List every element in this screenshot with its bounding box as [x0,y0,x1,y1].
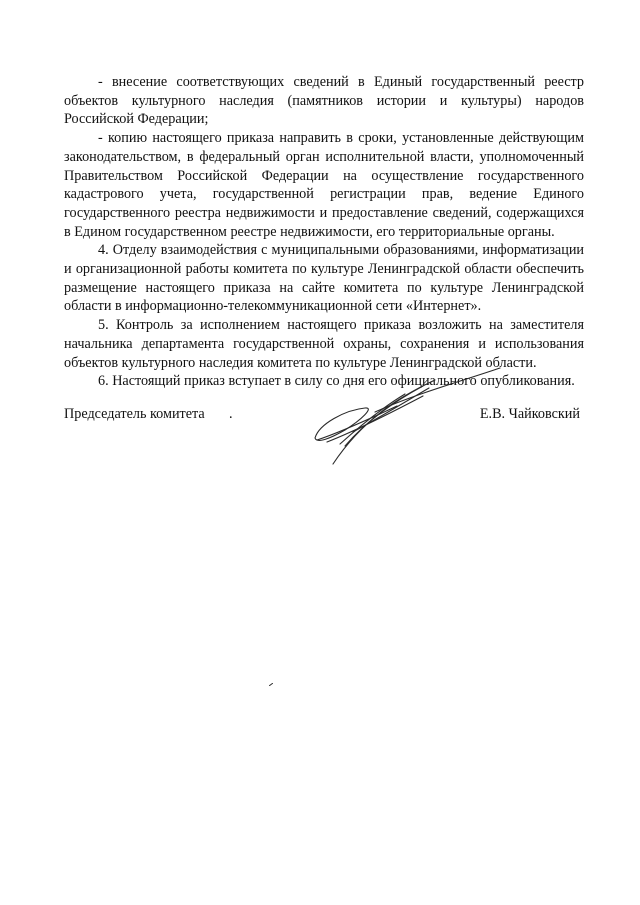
document-body [64,73,584,391]
scan-speck [269,683,273,686]
signatory-title: Председатель комитета [64,406,205,422]
signature-dot: . [229,406,233,422]
handwritten-signature [305,360,505,470]
paragraph-item-5: 5. Контроль за исполнением настоящего приказа возложить на заместителя начальника департамента государственной охраны, сохранения и использования объектов культурного наследия комитета по культуре Ленинградской области. [64,317,584,371]
paragraph-registry-entry: - внесение соответствующих сведений в Единый государственный реестр объектов культурного наследия (памятников истории и культуры) народов Российской Федерации; [64,74,584,128]
paragraph-item-6: 6. Настоящий приказ вступает в силу со дня его официального опубликования. [98,373,575,390]
paragraph-copy-direction: - копию настоящего приказа направить в сроки, установленные действующим законодательством, в федеральный орган исполнительной власти, уполномоченный Правительством Российской Федерации на осуществление государственного кадастрового учета, государственной регистрации прав, ведение Единого государственного реестра недвижимости и предоставление сведений, содержащихся в Едином государственном реестре недвижимости, его территориальные органы. [64,130,584,240]
signatory-name: Е.В. Чайковский [479,406,580,422]
paragraph-item-4: 4. Отделу взаимодействия с муниципальными образованиями, информатизации и организационной работы комитета по культуре Ленинградской области обеспечить размещение настоящего приказа на сайте комитета по культуре Ленинградской области в информационно-телекоммуникационной сети «Интернет». [64,242,584,315]
